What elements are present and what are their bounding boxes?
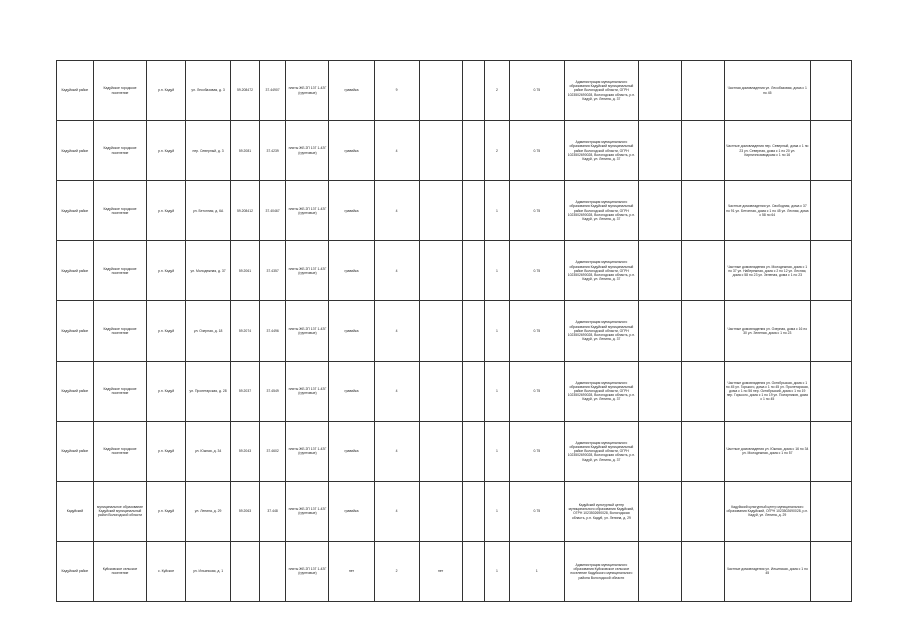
table-cell-c14: [638, 301, 681, 361]
table-cell-cover: плиты ЖБ 2П 1ЗГ 1-4ЗГ (грунтовые): [286, 181, 329, 241]
table-cell-street: ул. Ленина, д. 29: [186, 481, 231, 541]
table-cell-street: ул. Ильинская, д. 1: [186, 541, 231, 601]
table-cell-settlement: Кадуйское городское поселение: [93, 241, 146, 301]
table-cell-district: Кадуйский район: [57, 121, 94, 181]
table-cell-c17: [810, 181, 851, 241]
table-cell-volume: 0.75: [509, 181, 564, 241]
table-cell-base: гравийка: [329, 421, 374, 481]
table-cell-street: пер. Северный, д. 3: [186, 121, 231, 181]
table-cell-c17: [810, 61, 851, 121]
table-cell-sources: Частные домовладения ул. Свободная, дома с 37 по 91 ул. Бетонная, дома с 1 по 45 ул. Лесная, дома с 58 по 64: [724, 181, 810, 241]
table-cell-c15: [681, 361, 724, 421]
table-cell-c9: [419, 421, 462, 481]
table-cell-c14: [638, 541, 681, 601]
table-cell-count: 1: [485, 421, 510, 481]
table-cell-base: нет: [329, 541, 374, 601]
table-cell-c17: [810, 481, 851, 541]
table-cell-settlement: Кадуйское городское поселение: [93, 301, 146, 361]
table-cell-c9: [419, 121, 462, 181]
table-cell-street: ул. Озерная, д. 18: [186, 301, 231, 361]
table-cell-count: 1: [485, 481, 510, 541]
table-cell-c10: [462, 481, 485, 541]
table-cell-cover: плиты ЖБ 2П 1ЗГ 1-4ЗГ (грунтовые): [286, 301, 329, 361]
table-cell-street: ул. Молодежная, д. 37: [186, 241, 231, 301]
table-row: [57, 481, 852, 541]
table-cell-lon: 37.4549: [259, 361, 286, 421]
table-cell-volume: 0.75: [509, 61, 564, 121]
table-cell-c10: [462, 181, 485, 241]
table-cell-street: ул. Бетонная, д. 6А: [186, 181, 231, 241]
table-cell-volume: 1: [509, 541, 564, 601]
table-cell-count: 1: [485, 541, 510, 601]
table-cell-sources: Кадуйский культурный центр муниципального образования Кадуйский, ОГРН 1023502690028, р.п. Кадуй, ул. Ленина, д. 29: [724, 481, 810, 541]
table-cell-volume: 0.75: [509, 301, 564, 361]
table-cell-c15: [681, 241, 724, 301]
table-cell-owner: Администрация муниципального образования Куйсковское сельское поселение Кадуйского муниципального района Вологодской области: [565, 541, 639, 601]
table-cell-c9: [419, 361, 462, 421]
table-cell-owner: Администрация муниципального образования Кадуйский муниципальный район Вологодской области, ОГРН 1023502690028, Вологодская область, р.п. Кадуй, ул. Ленина, д. 37: [565, 421, 639, 481]
table-cell-c15: [681, 61, 724, 121]
table-cell-c15: [681, 181, 724, 241]
table-cell-c15: [681, 121, 724, 181]
table-cell-lon: 37.4496: [259, 301, 286, 361]
table-cell-lon: [259, 541, 286, 601]
table-cell-locality: с. Куйское: [147, 541, 186, 601]
table-cell-c14: [638, 181, 681, 241]
table-cell-area: 4: [374, 421, 419, 481]
table-cell-c17: [810, 301, 851, 361]
table-cell-volume: 0.75: [509, 241, 564, 301]
table-cell-locality: р.п. Кадуй: [147, 61, 186, 121]
table-cell-volume: 0.75: [509, 121, 564, 181]
table-cell-count: 1: [485, 361, 510, 421]
table-cell-lon: 37.4602: [259, 421, 286, 481]
table-cell-settlement: Кадуйское городское поселение: [93, 61, 146, 121]
table-row: [57, 181, 852, 241]
table-cell-lat: 59.2063: [231, 481, 260, 541]
table-cell-c10: [462, 241, 485, 301]
table-cell-district: Кадуйский район: [57, 361, 94, 421]
table-row: [57, 421, 852, 481]
table-cell-owner: Администрация муниципального образования Кадуйский муниципальный район Вологодской области, ОГРН 1023502690028, Вологодская область, р.п. Кадуй, ул. Ленина, д. 37: [565, 61, 639, 121]
table-cell-lat: 59.208472: [231, 61, 260, 121]
table-cell-area: 9: [374, 61, 419, 121]
table-cell-c17: [810, 241, 851, 301]
table-cell-area: 2: [374, 541, 419, 601]
table-cell-lat: 59.2074: [231, 301, 260, 361]
table-cell-base: гравийка: [329, 121, 374, 181]
table-cell-owner: Администрация муниципального образования Кадуйский муниципальный район Вологодской области, ОГРН 1023502690028, Вологодская область, р.п. Кадуй, ул. Ленина, д. 37: [565, 301, 639, 361]
table-row: [57, 541, 852, 601]
table-cell-lat: 59.2043: [231, 421, 260, 481]
table-cell-cover: плиты ЖБ 2П 1ЗГ 1-4ЗГ (грунтовые): [286, 121, 329, 181]
table-cell-sources: Частные домовладения ул. Октябрьская, дома с 1 по 45 ул. Горького, дома с 1 по 45 ул. Пролетарская, дома с 1 по 56 пер. Октябрьский, дома с 1 по 19 пер. Горького, дома с 1 по 19 ул. Полярников, дома с 1 по 45: [724, 361, 810, 421]
table-cell-settlement: Куйсковское сельское поселение: [93, 541, 146, 601]
table-cell-base: гравийка: [329, 361, 374, 421]
table-cell-c17: [810, 541, 851, 601]
table-cell-owner: Администрация муниципального образования Кадуйский муниципальный район Вологодской области, ОГРН 1023502690028, Вологодская область, р.п. Кадуй, ул. Ленина, д. 37: [565, 361, 639, 421]
table-cell-c9: [419, 61, 462, 121]
table-cell-owner: Администрация муниципального образования Кадуйский муниципальный район Вологодской области, ОГРН 1023502690028, Вологодская область, р.п. Кадуй, ул. Ленина, д. 37: [565, 241, 639, 301]
table-cell-cover: плиты ЖБ 2П 1ЗГ 1-4ЗГ (грунтовые): [286, 541, 329, 601]
table-cell-cover: плиты ЖБ 2П 1ЗГ 1-4ЗГ (грунтовые): [286, 361, 329, 421]
table-cell-c10: [462, 121, 485, 181]
table-cell-area: 4: [374, 121, 419, 181]
table-cell-c17: [810, 121, 851, 181]
table-cell-volume: 0.75: [509, 481, 564, 541]
table-cell-c15: [681, 481, 724, 541]
table-cell-settlement: Кадуйское городское поселение: [93, 361, 146, 421]
table-cell-locality: р.п. Кадуй: [147, 301, 186, 361]
table-cell-lon: 37.4357: [259, 241, 286, 301]
table-cell-cover: плиты ЖБ 2П 1ЗГ 1-4ЗГ (грунтовые): [286, 61, 329, 121]
table-cell-area: 4: [374, 361, 419, 421]
table-cell-sources: Частная домовладения ул. Лесобазовая, дома с 1 по 45: [724, 61, 810, 121]
table-cell-sources: Частные домовладения ул. Южная, дома с 16 по 34 ул. Молодежная, дома с 1 по 57: [724, 421, 810, 481]
table-cell-lat: 59.2061: [231, 241, 260, 301]
table-cell-volume: 0.75: [509, 421, 564, 481]
table-cell-lat: 59.2037: [231, 361, 260, 421]
table-cell-district: Кадуйский район: [57, 421, 94, 481]
table-cell-lat: [231, 541, 260, 601]
table-cell-count: 2: [485, 61, 510, 121]
table-cell-district: Кадуйский район: [57, 541, 94, 601]
table-row: [57, 361, 852, 421]
table-cell-settlement: Кадуйское городское поселение: [93, 121, 146, 181]
table-cell-count: 1: [485, 301, 510, 361]
table-cell-c14: [638, 481, 681, 541]
table-cell-settlement: Кадуйское городское поселение: [93, 421, 146, 481]
table-cell-c9: [419, 241, 462, 301]
table-row: [57, 61, 852, 121]
table-cell-count: 1: [485, 181, 510, 241]
table-cell-cover: плиты ЖБ 2П 1ЗГ 1-4ЗГ (грунтовые): [286, 241, 329, 301]
table-cell-settlement: муниципальное образование Кадуйский муниципальный район Вологодской области: [93, 481, 146, 541]
table-cell-c14: [638, 361, 681, 421]
table-cell-area: 4: [374, 301, 419, 361]
table-cell-area: 4: [374, 241, 419, 301]
table-cell-sources: Частные домовладения ул. Молодежная, дома с 1 по 37 ул. Набережная, дома с 2 по 12 ул. Лесная, дома с 58 по 23 ул. Зеленая, дома с 1 по 23: [724, 241, 810, 301]
table-cell-c9: [419, 481, 462, 541]
table-row: [57, 241, 852, 301]
table-cell-c10: [462, 301, 485, 361]
table-cell-c14: [638, 61, 681, 121]
table-cell-cover: плиты ЖБ 2П 1ЗГ 1-4ЗГ (грунтовые): [286, 421, 329, 481]
table-cell-locality: р.п. Кадуй: [147, 241, 186, 301]
table-cell-owner: Администрация муниципального образования Кадуйский муниципальный район Вологодской области, ОГРН 1023502690028, Вологодская область, р.п. Кадуй, ул. Ленина, д. 37: [565, 121, 639, 181]
table-cell-sources: Частные домовладения пер. Северный, дома с 1 по 23 ул. Северная, дома с 1 по 20 ул. Кирпичнозаводская с 1 по 16: [724, 121, 810, 181]
table-cell-base: гравийка: [329, 61, 374, 121]
table-cell-owner: Кадуйский культурный центр муниципального образования Кадуйский, ОГРН 1023502690028, Вологодская область, р.п. Кадуй, ул. Ленина, д. 29: [565, 481, 639, 541]
table-cell-c14: [638, 421, 681, 481]
table-cell-area: 4: [374, 481, 419, 541]
table-row: [57, 121, 852, 181]
table-cell-base: гравийка: [329, 181, 374, 241]
table-cell-lat: 59.208412: [231, 181, 260, 241]
table-cell-locality: р.п. Кадуй: [147, 121, 186, 181]
table-row: [57, 301, 852, 361]
table-cell-locality: р.п. Кадуй: [147, 421, 186, 481]
table-cell-locality: р.п. Кадуй: [147, 181, 186, 241]
table-cell-count: 2: [485, 121, 510, 181]
table-cell-sources: Частные домовладения ул. Ильинская, дома с 1 по 45: [724, 541, 810, 601]
table-cell-base: гравийка: [329, 241, 374, 301]
table-cell-district: Кадуйский: [57, 481, 94, 541]
table-cell-c10: [462, 541, 485, 601]
table-cell-c15: [681, 541, 724, 601]
table-cell-street: ул. Пролетарская, д. 28: [186, 361, 231, 421]
table-cell-count: 1: [485, 241, 510, 301]
registry-table: [56, 60, 852, 602]
table-cell-lat: 59.2081: [231, 121, 260, 181]
table-cell-sources: Частные домовладения ул. Озерная, дома с 16 по 30 ул. Зеленая, дома с 1 по 23: [724, 301, 810, 361]
table-cell-volume: 0.75: [509, 361, 564, 421]
table-cell-district: Кадуйский район: [57, 301, 94, 361]
table-cell-locality: р.п. Кадуй: [147, 361, 186, 421]
table-cell-locality: р.п. Кадуй: [147, 481, 186, 541]
table-cell-lon: 37.448: [259, 481, 286, 541]
table-cell-lon: 37.40467: [259, 181, 286, 241]
table-cell-c17: [810, 361, 851, 421]
table-cell-district: Кадуйский район: [57, 61, 94, 121]
table-cell-base: гравийка: [329, 301, 374, 361]
table-cell-c10: [462, 421, 485, 481]
table-cell-c15: [681, 421, 724, 481]
table-cell-settlement: Кадуйское городское поселение: [93, 181, 146, 241]
table-cell-cover: плиты ЖБ 2П 1ЗГ 1-4ЗГ (грунтовые): [286, 481, 329, 541]
table-cell-base: гравийка: [329, 481, 374, 541]
table-cell-c10: [462, 361, 485, 421]
table-cell-area: 4: [374, 181, 419, 241]
table-cell-lon: 37.44907: [259, 61, 286, 121]
table-cell-street: ул. Южная, д. 34: [186, 421, 231, 481]
table-cell-c15: [681, 301, 724, 361]
table-cell-c9: нет: [419, 541, 462, 601]
table-cell-c14: [638, 241, 681, 301]
table-cell-owner: Администрация муниципального образования Кадуйский муниципальный район Вологодской области, ОГРН 1023502690028, Вологодская область, р.п. Кадуй, ул. Ленина, д. 37: [565, 181, 639, 241]
table-cell-c10: [462, 61, 485, 121]
table-cell-c9: [419, 301, 462, 361]
table-cell-c9: [419, 181, 462, 241]
table-cell-district: Кадуйский район: [57, 181, 94, 241]
table-cell-lon: 37.4239: [259, 121, 286, 181]
table-cell-district: Кадуйский район: [57, 241, 94, 301]
table-cell-c17: [810, 421, 851, 481]
table-cell-street: ул. Лесобазовая, д. 3: [186, 61, 231, 121]
table-cell-c14: [638, 121, 681, 181]
